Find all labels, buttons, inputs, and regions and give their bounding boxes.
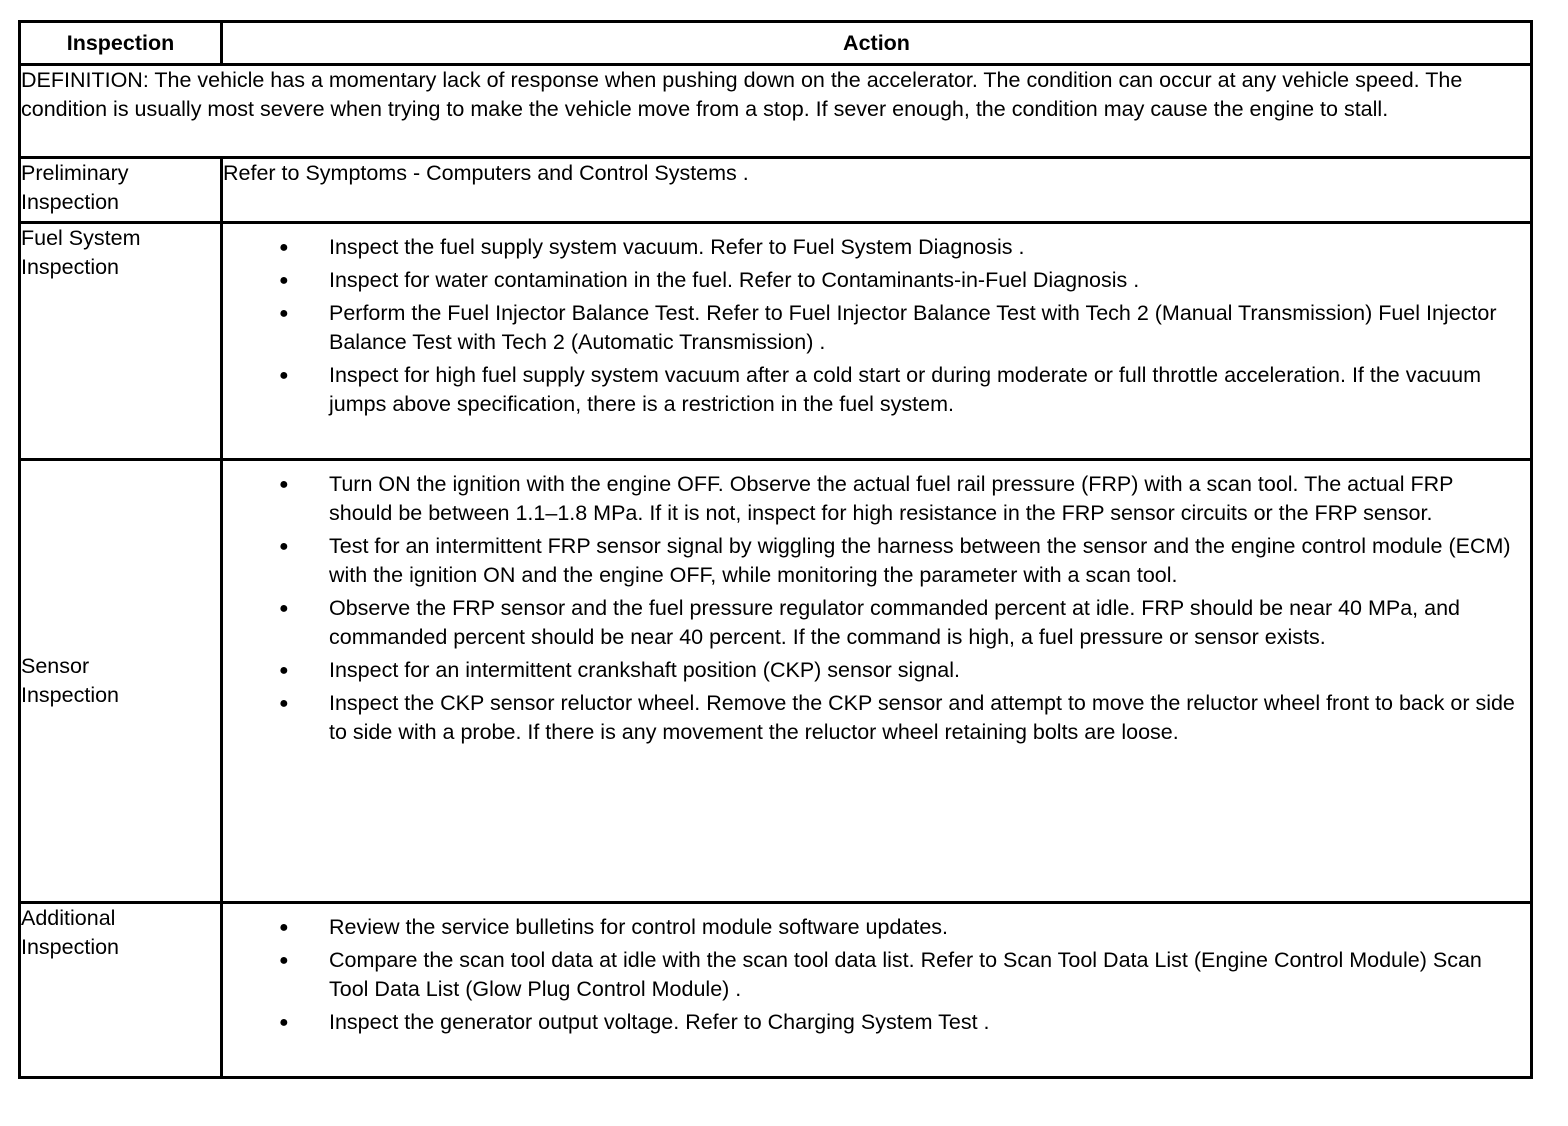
- bullet-icon: ●: [279, 695, 289, 712]
- bullet-list: [223, 461, 1530, 759]
- label-line: Inspection: [21, 935, 120, 959]
- table-row-sensor: [20, 460, 1532, 903]
- header-row: [20, 22, 1532, 65]
- bullet-icon: ●: [279, 367, 289, 384]
- definition-text: DEFINITION: The vehicle has a momentary lack of response when pushing down on the accelerator. The condition can occur at any vehicle speed. The condition is usually most severe when trying to make the vehicle move from a stop. If sever enough, the condition may cause the engine to stall.: [20, 65, 1532, 158]
- list-item-text: Inspect for water contamination in the fuel. Refer to Contaminants-in-Fuel Diagnosis .: [329, 268, 1140, 292]
- header-action: Action: [222, 22, 1532, 65]
- table-row-fuel-system: [20, 223, 1532, 460]
- list-item: [223, 594, 1522, 652]
- bullet-list: [223, 224, 1530, 431]
- list-item: [223, 233, 1522, 262]
- label-fuel-system-inspection: [20, 223, 222, 460]
- action-preliminary: Refer to Symptoms - Computers and Control Systems .: [222, 158, 1532, 223]
- list-item-text: Inspect the generator output voltage. Refer to Charging System Test .: [329, 1010, 990, 1034]
- bullet-icon: ●: [279, 919, 289, 936]
- list-item: [223, 361, 1522, 419]
- list-item: [223, 1008, 1522, 1037]
- table-row-additional: [20, 903, 1532, 1078]
- list-item: [223, 532, 1522, 590]
- inspection-table: [18, 20, 1533, 1079]
- list-item-text: Observe the FRP sensor and the fuel pressure regulator commanded percent at idle. FRP should be near 40 MPa, and commanded percent should be near 40 percent. If the command is high, a fuel pressure or sensor exists.: [329, 596, 1460, 649]
- definition-row: [20, 65, 1532, 158]
- list-item: [223, 689, 1522, 747]
- list-item-text: Inspect for high fuel supply system vacuum after a cold start or during moderate or full throttle acceleration. If the vacuum jumps above specification, there is a restriction in the fuel system.: [329, 363, 1482, 416]
- list-item-text: Inspect the fuel supply system vacuum. Refer to Fuel System Diagnosis .: [329, 235, 1025, 259]
- list-item-text: Perform the Fuel Injector Balance Test. Refer to Fuel Injector Balance Test with Tech 2 (Manual Transmission) Fuel Injector Balance Test with Tech 2 (Automatic Transmission) .: [329, 301, 1497, 354]
- list-item: [223, 266, 1522, 295]
- list-item: [223, 299, 1522, 357]
- label-line: Inspection: [21, 255, 120, 279]
- label-line: Inspection: [21, 190, 120, 214]
- bullet-icon: ●: [279, 1014, 289, 1031]
- label-line: Inspection: [21, 683, 120, 707]
- label-line: Sensor: [21, 654, 90, 678]
- bullet-icon: ●: [279, 662, 289, 679]
- label-line: Additional: [21, 906, 116, 930]
- label-line: Preliminary: [21, 161, 129, 185]
- list-item: [223, 913, 1522, 942]
- bullet-icon: ●: [279, 305, 289, 322]
- list-item-text: Turn ON the ignition with the engine OFF. Observe the actual fuel rail pressure (FRP) with a scan tool. The actual FRP should be between 1.1–1.8 MPa. If it is not, inspect for high resistance in the FRP sensor circuits or the FRP sensor.: [329, 472, 1454, 525]
- table-row-preliminary: [20, 158, 1532, 223]
- label-line: Fuel System: [21, 226, 141, 250]
- bullet-icon: ●: [279, 239, 289, 256]
- action-sensor: [222, 460, 1532, 903]
- list-item-text: Inspect for an intermittent crankshaft position (CKP) sensor signal.: [329, 658, 960, 682]
- header-inspection: Inspection: [20, 22, 222, 65]
- list-item-text: Inspect the CKP sensor reluctor wheel. Remove the CKP sensor and attempt to move the reluctor wheel front to back or side to side with a probe. If there is any movement the reluctor wheel retaining bolts are loose.: [329, 691, 1515, 744]
- list-item-text: Compare the scan tool data at idle with the scan tool data list. Refer to Scan Tool Data List (Engine Control Module) Scan Tool Data List (Glow Plug Control Module) .: [329, 948, 1482, 1001]
- action-additional: [222, 903, 1532, 1078]
- label-sensor-inspection: [20, 460, 222, 903]
- action-fuel-system: [222, 223, 1532, 460]
- list-item: [223, 470, 1522, 528]
- bullet-icon: ●: [279, 952, 289, 969]
- list-item-text: Test for an intermittent FRP sensor signal by wiggling the harness between the sensor and the engine control module (ECM) with the ignition ON and the engine OFF, while monitoring the parameter with a scan tool.: [329, 534, 1511, 587]
- list-item: [223, 656, 1522, 685]
- list-item-text: Review the service bulletins for control module software updates.: [329, 915, 949, 939]
- label-additional-inspection: [20, 903, 222, 1078]
- label-preliminary-inspection: [20, 158, 222, 223]
- bullet-icon: ●: [279, 538, 289, 555]
- bullet-icon: ●: [279, 476, 289, 493]
- bullet-list: [223, 904, 1530, 1049]
- list-item: [223, 946, 1522, 1004]
- bullet-icon: ●: [279, 272, 289, 289]
- bullet-icon: ●: [279, 600, 289, 617]
